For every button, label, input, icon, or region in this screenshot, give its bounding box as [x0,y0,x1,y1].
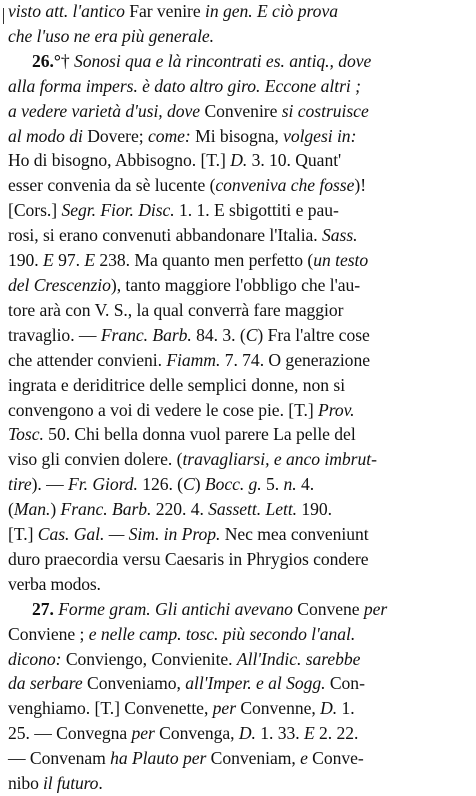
text-line [8,49,472,74]
text-segment: che l'uso ne era più generale. [8,25,214,46]
text-segment: verba modos. [8,573,101,594]
text-segment: [T.] [8,524,38,545]
text-line [8,622,472,647]
text-segment: Conve- [307,748,364,769]
text-segment: ) [194,474,205,495]
text-segment: convengono a voi di vedere le cose pie. [T.] [8,399,319,420]
text-segment: ( [8,499,14,520]
entry-text [8,0,472,796]
text-segment: duro praecordia versu Caesaris in Phrygios condere [8,548,369,569]
text-segment: Fr. Giord. [68,474,138,495]
text-segment: 27. [32,598,54,619]
text-segment: esser convenia da sè lucente ( [8,175,216,196]
text-line [8,148,472,173]
text-segment: 126. ( [137,474,183,495]
text-segment: Conviengo, Convienite. [65,648,237,669]
text-segment: Conveniamo, [87,673,186,694]
text-segment: 1. 1. E sbigottiti e pau- [174,200,339,221]
text-segment: Prov. [318,399,355,420]
text-line [8,348,472,373]
text-segment: Ho di bisogno, Abbisogno. [T.] [8,150,231,171]
text-segment: il futuro [43,773,99,794]
text-segment: venghiamo. [T.] Convenette, [8,698,213,719]
text-segment: 220. 4. [151,499,209,520]
text-line [8,223,472,248]
text-segment: 50. Chi bella donna vuol parere La pelle del [43,424,356,445]
text-segment: 1. [337,698,355,719]
text-segment: D. [230,150,248,171]
text-segment: Fiamm. [166,349,221,370]
text-segment: nibo [8,773,44,794]
text-line [8,696,472,721]
text-line [8,472,472,497]
text-segment: Far venire [129,1,206,21]
text-segment: C [245,324,258,345]
text-segment: [Cors.] [8,200,62,221]
text-segment: visto att. l'antico [8,1,130,21]
text-segment: ) Fra l'altre cose [257,324,370,345]
text-segment: per [212,698,236,719]
text-segment: travaglio. — [8,324,101,345]
text-segment: Conveniam, [206,748,301,769]
text-segment: D. [320,698,338,719]
text-segment: al modo di [8,125,88,146]
text-segment: Conviene ; [8,623,89,644]
text-segment: 190. [8,250,43,271]
text-line [8,124,472,149]
text-line [8,0,472,24]
text-segment: Convenga, [154,723,239,744]
text-line [8,547,472,572]
text-line [8,373,472,398]
text-line [8,647,472,672]
text-segment: . [98,773,103,794]
text-line [8,572,472,597]
text-segment: † [60,50,74,71]
text-line [8,99,472,124]
text-line [8,198,472,223]
text-segment: 84. 3. ( [191,324,246,345]
text-segment: alla forma impers. è dato altro giro. Eccone altri ; [8,75,361,96]
text-segment: )! [354,175,367,196]
text-segment: Franc. Barb. [60,499,152,520]
text-segment: Forme gram. Gli antichi avevano [53,598,298,619]
text-segment: 26.° [32,50,61,71]
text-segment: Segr. Fior. Disc. [61,200,175,221]
text-segment: dicono: [8,648,66,669]
text-line [8,248,472,273]
text-segment: Franc. Barb. [100,324,192,345]
text-segment: ha Plauto per [110,748,207,769]
text-segment: Nec mea conveniunt [220,524,369,545]
text-segment: 5. [261,474,284,495]
text-segment: 3. 10. Quant' [247,150,342,171]
text-segment: n. [283,474,297,495]
text-segment: ). — [31,474,69,495]
text-segment: Convenire [204,100,282,121]
text-segment: C [182,474,195,495]
text-segment: volgesi in: [283,125,357,146]
text-segment: rosi, si erano convenuti abbandonare l'Italia. [8,225,323,246]
text-segment: tire [8,474,32,495]
text-line [8,522,472,547]
text-segment: tore arà con V. S., la qual converrà fare maggior [8,299,344,320]
text-segment: Mi bisogna, [195,125,284,146]
text-segment: 4. [296,474,315,495]
text-segment: E [43,250,54,271]
text-segment: all'Imper. e al Sogg. [185,673,326,694]
text-line [8,273,472,298]
text-line [8,422,472,447]
text-segment: 7. 74. O generazione [220,349,370,370]
text-segment: che attender convieni. [8,349,167,370]
text-segment: E [84,250,96,271]
text-segment: Cas. Gal. — Sim. in Prop. [37,524,221,545]
text-line [8,721,472,746]
text-segment: a vedere varietà d'usi, dove [8,100,205,121]
text-segment: Sassett. Lett. [208,499,298,520]
text-segment: 190. [297,499,332,520]
text-segment: per [363,598,388,619]
text-segment: si costruisce [281,100,369,121]
text-line [8,497,472,522]
text-line [8,24,472,49]
text-line [8,746,472,771]
text-segment: Dovere; [87,125,148,146]
text-segment: e [300,748,308,769]
text-line [8,74,472,99]
text-segment: ) [50,499,61,520]
text-segment: del Crescenzio [8,274,111,295]
text-line [8,398,472,423]
text-segment: Bocc. g. [204,474,262,495]
text-line [8,298,472,323]
text-segment: 2. 22. [314,723,359,744]
text-segment: All'Indic. sarebbe [236,648,361,669]
text-segment: Tosc. [8,424,44,445]
text-segment: — Convenam [8,748,111,769]
text-segment: 25. — Convegna [8,723,132,744]
text-segment: e nelle camp. tosc. più secondo l'anal. [88,623,356,644]
text-segment: conveniva che fosse [215,175,355,196]
text-line [8,671,472,696]
text-segment: Convene [297,598,364,619]
text-line [8,323,472,348]
text-segment: Con- [325,673,365,694]
text-segment: ingrata e deriditrice delle semplici donne, non si [8,374,346,395]
text-segment: per [131,723,155,744]
text-segment: 97. [53,250,85,271]
text-segment: 238. Ma quanto men perfetto ( [95,250,314,271]
text-segment: Convenne, [236,698,321,719]
text-segment: D. [238,723,256,744]
text-segment: in gen. E ciò prova [205,1,338,21]
text-segment: 1. 33. [255,723,304,744]
text-segment: come: [147,125,196,146]
text-segment: E [303,723,315,744]
text-line [8,771,472,796]
text-segment: da serbare [8,673,88,694]
text-segment: travagliarsi, e anco imbrut- [182,449,377,470]
text-segment: viso gli convien dolere. ( [8,449,183,470]
text-line [8,173,472,198]
text-segment: Sonosi qua e là rincontrati es. antiq., dove [74,50,372,71]
margin-rule [3,8,4,24]
text-line [8,447,472,472]
text-segment: un testo [313,250,369,271]
text-segment: Sass. [322,225,358,246]
text-line [8,597,472,622]
text-segment: Man. [13,499,51,520]
text-segment: ), tanto maggiore l'obbligo che l'au- [110,274,361,295]
